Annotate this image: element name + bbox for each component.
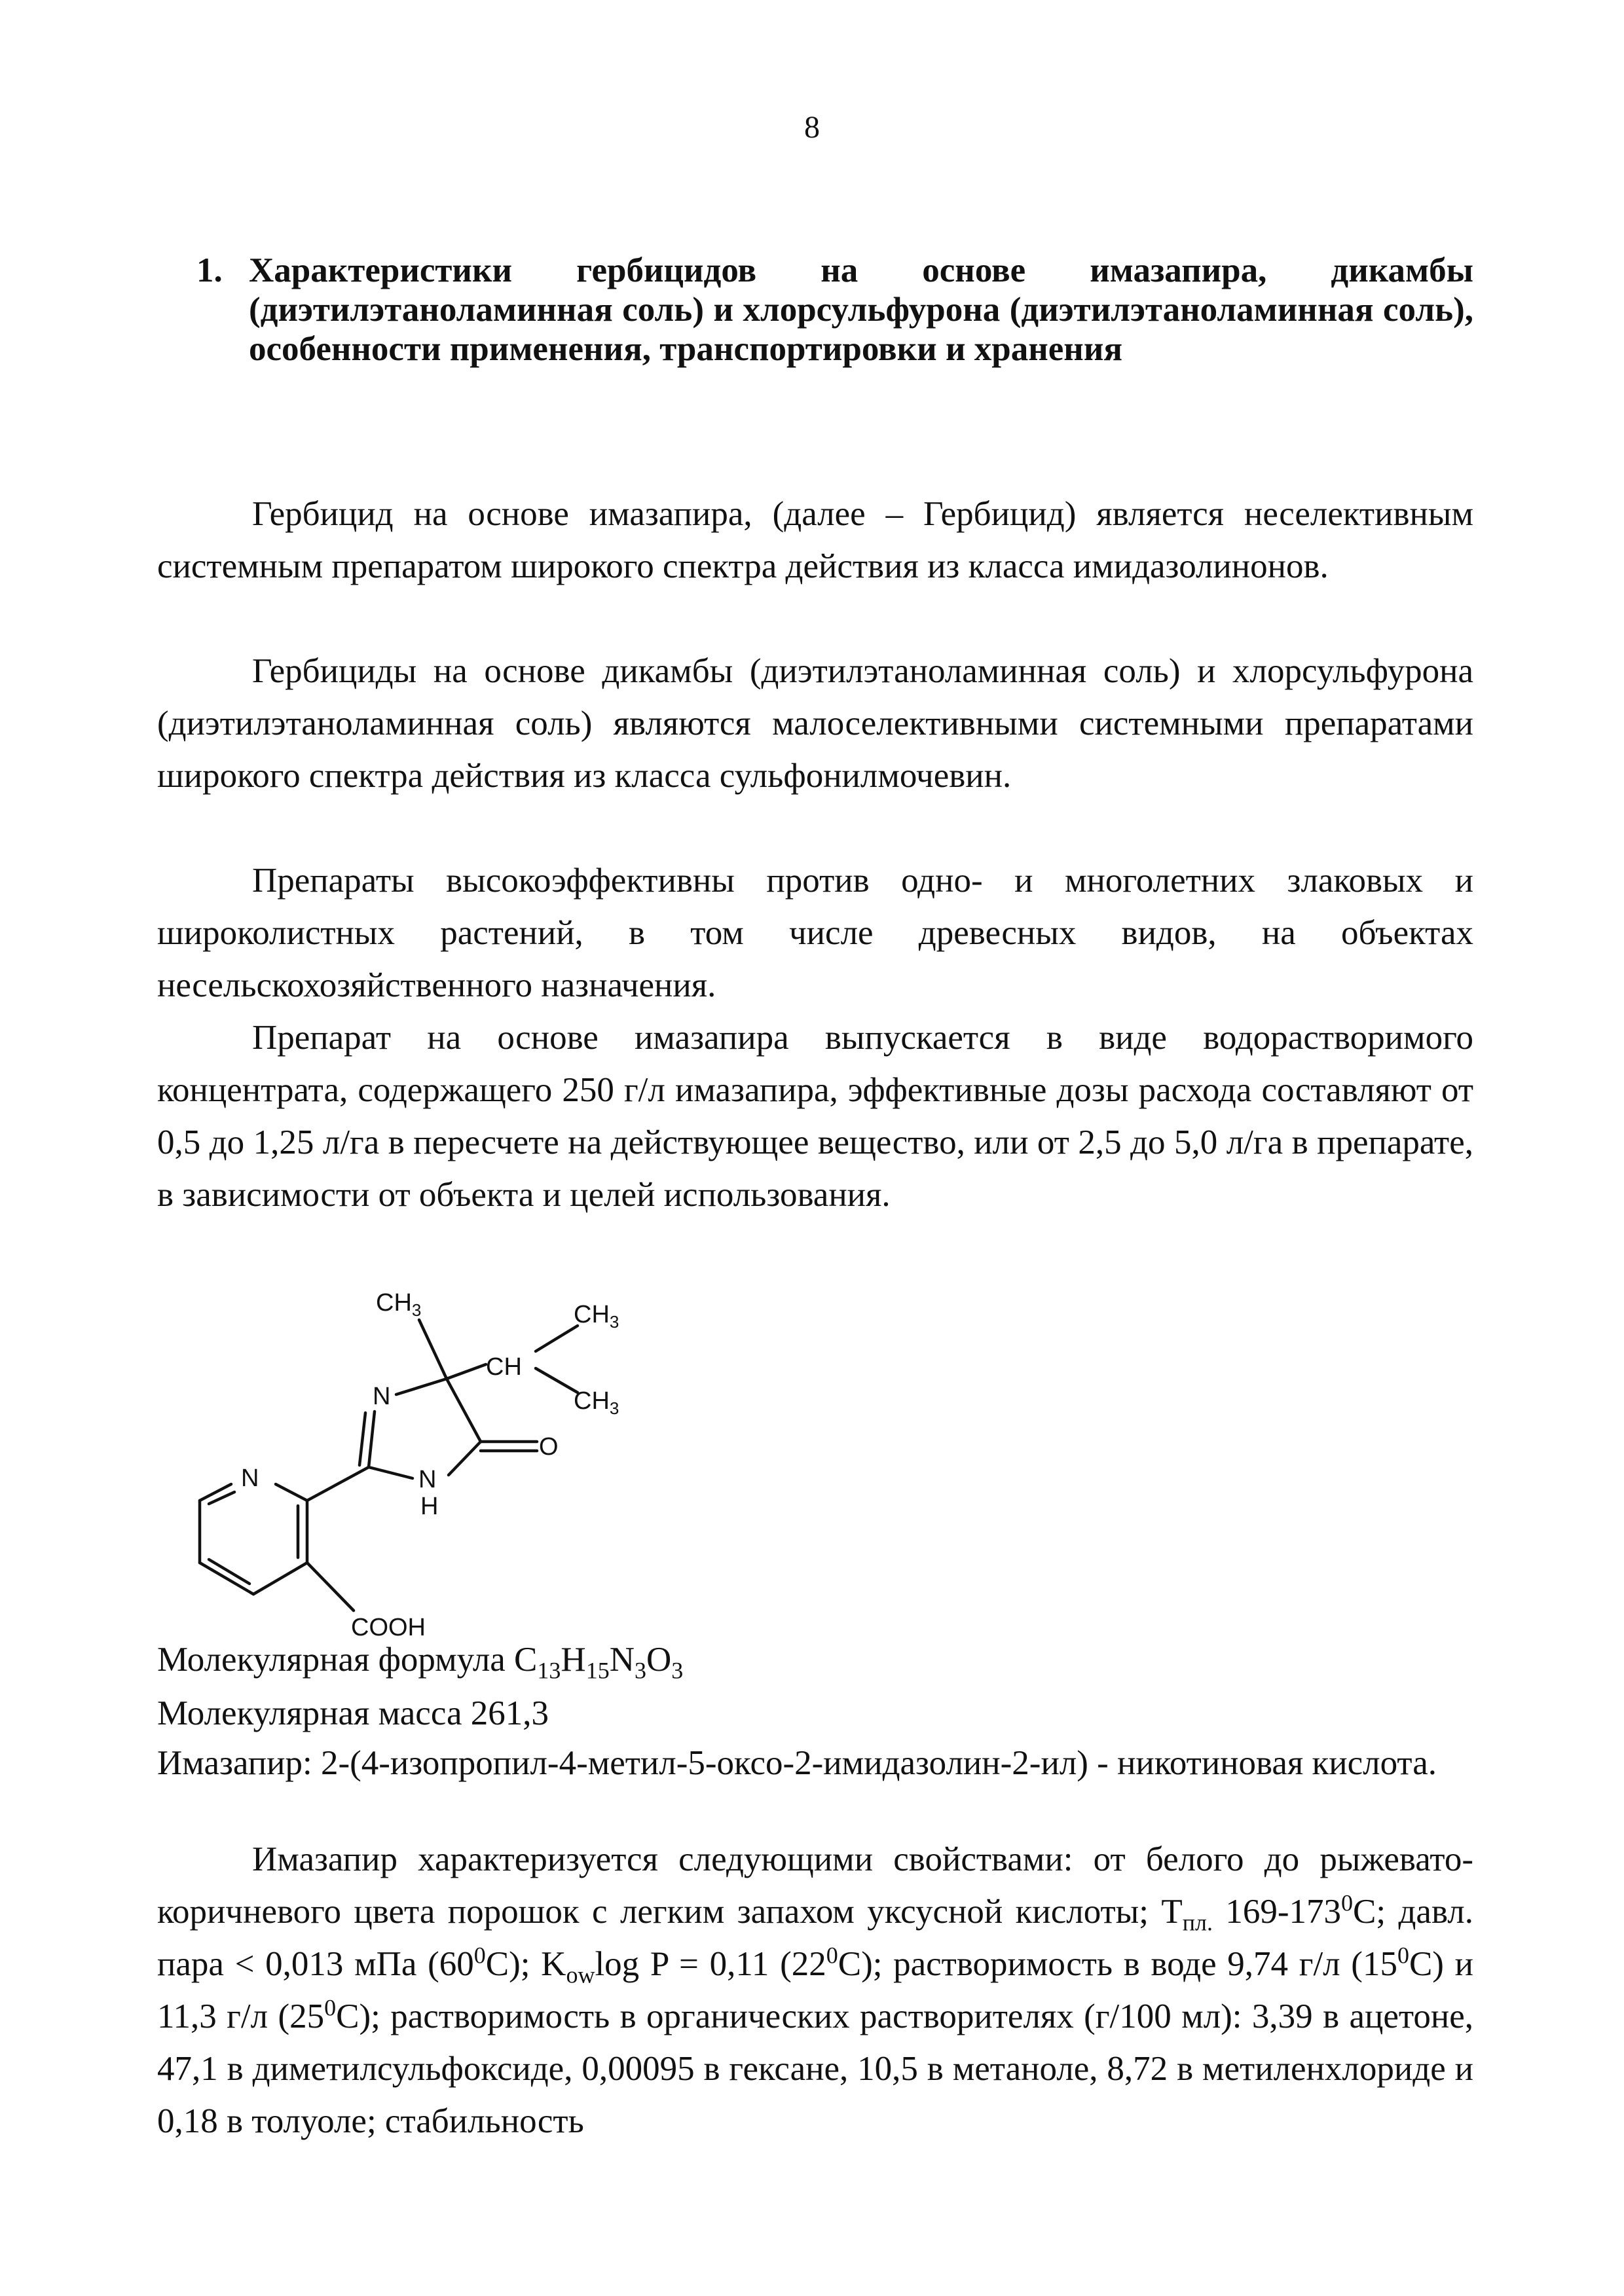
molecular-mass: Молекулярная масса 261,3 — [157, 1694, 549, 1732]
bond — [307, 1563, 354, 1611]
molecular-formula: Молекулярная формула $C_{13}H_{15}N_3O_3$ — [157, 1641, 684, 1684]
bond — [200, 1563, 253, 1594]
amide-nitrogen-label: N — [418, 1466, 437, 1493]
paragraph-2: Гербициды на основе дикамбы (диэтилэтаноламинная соль) и хлорсульфурона (диэтилэтаноламинная соль) являются малоселективными системными препаратами широкого спектра действия из класса сульфонилмочевин. — [157, 652, 1473, 795]
paragraph-1: Гербицид на основе имазапира, (далее – Гербицид) является неселективным системным препаратом широкого спектра действия из класса имидазолинонов. — [157, 495, 1473, 585]
paragraph-3: Препараты высокоэффективны против одно- и многолетних злаковых и широколистных растений, в том числе древесных видов, на объектах несельскохозяйственного назначения. — [157, 862, 1473, 1004]
bond — [360, 1413, 365, 1465]
bond — [536, 1368, 578, 1393]
pyridine-nitrogen-label: N — [241, 1465, 259, 1492]
section-number: 1. — [196, 251, 223, 289]
imazapyr-structure-diagram — [157, 1257, 681, 1650]
bond — [447, 1379, 481, 1442]
carboxyl-label: COOH — [351, 1614, 426, 1641]
amide-hydrogen-label: H — [420, 1493, 439, 1520]
iupac-name: Имазапир: 2-(4-изопропил-4-метил-5-оксо-2-имидазолин-2-ил) - никотиновая кислота. — [157, 1744, 1437, 1782]
bond — [447, 1364, 486, 1379]
paragraph-4: Препарат на основе имазапира выпускается в виде водорастворимого концентрата, содержащего 250 г/л имазапира, эффективные дозы расхода составляют от 0,5 до 1,25 л/га в пересчете на действующее вещество, или от 2,5 до 5,0 л/га в препарате, в зависимости от объекта и целей использования. — [157, 1019, 1473, 1214]
page-number: 8 — [804, 110, 820, 145]
bond — [276, 1484, 307, 1501]
section-heading — [196, 251, 1473, 369]
bond — [396, 1379, 447, 1394]
bond — [200, 1484, 231, 1501]
bond — [253, 1563, 307, 1594]
bond — [419, 1320, 447, 1379]
section-title: Характеристики гербицидов на основе имазапира, дикамбы (диэтилэтаноламинная соль) и хлорсульфурона (диэтилэтаноламинная соль), особенности применения, транспортировки и хранения — [249, 251, 1473, 368]
ch-label: CH — [486, 1353, 522, 1381]
imine-nitrogen-label: N — [373, 1383, 391, 1410]
carbonyl-oxygen-label: O — [539, 1433, 559, 1461]
bond — [369, 1412, 375, 1467]
isopropyl-methyl-top-label: $CH_3$ — [574, 1301, 619, 1332]
methyl-label: $CH_3$ — [376, 1289, 422, 1320]
bond — [369, 1467, 413, 1478]
bond — [536, 1326, 578, 1351]
isopropyl-methyl-bottom-label: $CH_3$ — [574, 1387, 619, 1418]
bond — [449, 1442, 481, 1475]
properties-paragraph: Имазапир характеризуется следующими свойствами: от белого до рыжевато-коричневого цвета порошок с легким запахом уксусной кислоты; $Т_{пл.}$ $169-173^0С$; давл. пара < 0,013 мПа $(60^0С)$; $K_{ow}\log$ P = 0,11 $(22^0С)$; растворимость в воде 9,74 г/л $(15^0С)$ и 11,3 г/л $(25^0С)$; растворимость в органических растворителях (г/100 мл): 3,39 в ацетоне, 47,1 в диметилсульфоксиде, 0,00095 в гексане, 10,5 в метаноле, 8,72 в метиленхлориде и 0,18 в толуоле; стабильность — [157, 1840, 1473, 2140]
bond — [307, 1467, 369, 1501]
